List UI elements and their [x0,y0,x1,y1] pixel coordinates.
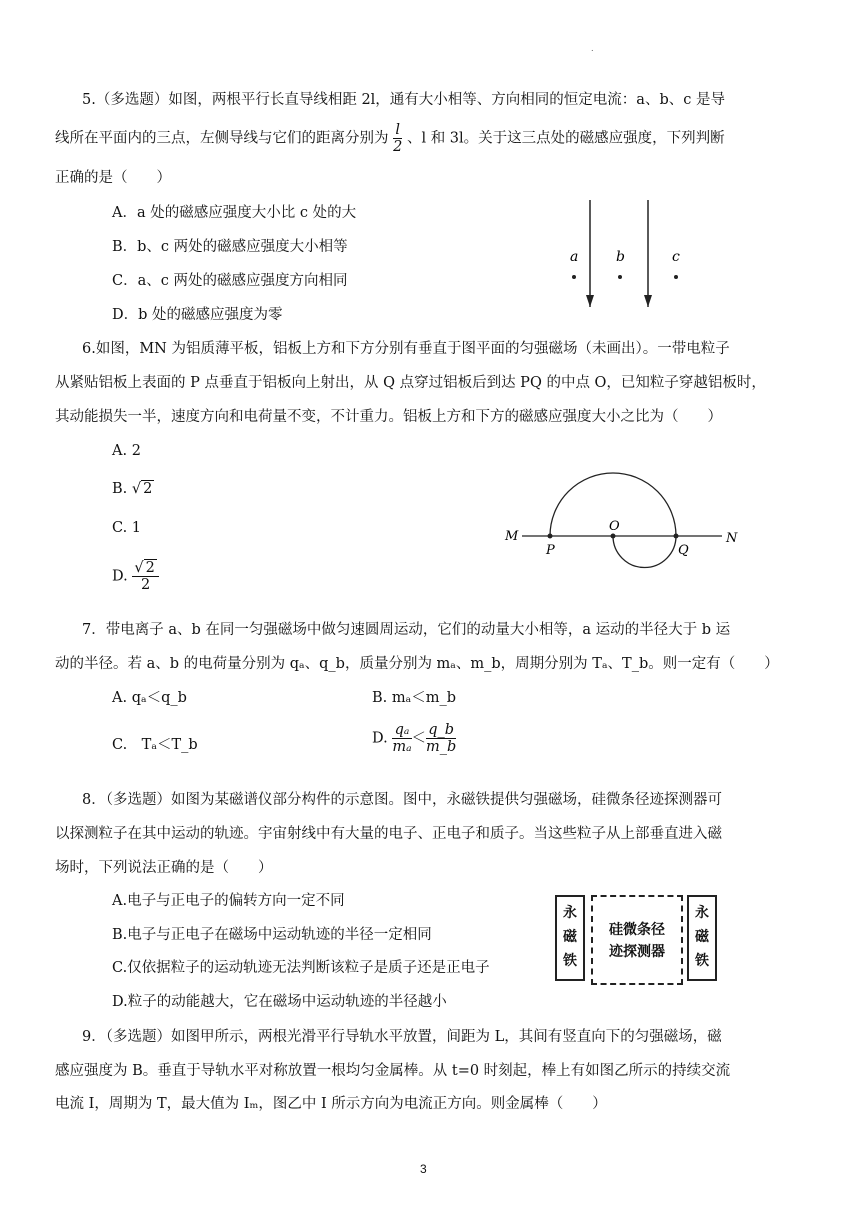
right-magnet-char: 永 [695,905,709,921]
point-o [611,534,616,539]
label-m: M [505,529,519,544]
q8-figure-spectrometer [555,895,717,987]
q8-line2: 以探测粒子在其中运动的轨迹。宇宙射线中有大量的电子、正电子和质子。当这些粒子从上部垂直进入磁 [55,826,722,842]
sqrt-icon: √ 2 [134,560,155,576]
label-o: O [609,519,620,534]
q6-option-d-radicand: 2 [145,560,155,576]
q5-option-b: B．b、c 两处的磁感应强度大小相等 [112,239,348,255]
q7-option-d-frac2 [426,722,456,755]
less-than-sign: ＜ [411,730,427,747]
label-q: Q [678,543,689,558]
q6-line1: 6.如图，MN 为铝质薄平板，铝板上方和下方分别有垂直于图平面的匀强磁场（未画出）。一带电粒子 [82,341,730,357]
lower-arc [613,536,676,568]
q5-figure-wires [560,195,700,320]
q5-fraction [393,122,402,155]
q6-option-d [112,560,159,593]
right-magnet [687,895,717,981]
left-magnet-char: 铁 [563,953,577,969]
q7-option-d-frac1 [392,722,411,755]
q6-option-b-prefix: B. [112,481,132,497]
frac-numerator [132,560,158,577]
q5-option-d: D．b 处的磁感应强度为零 [112,307,283,323]
left-magnet-char: 永 [563,905,577,921]
point-p [548,534,553,539]
q8-line3: 场时，下列说法正确的是（ ） [55,860,273,876]
q5-option-a: A．a 处的磁感应强度大小比 c 处的大 [112,205,357,221]
right-wire-arrow-icon [644,295,652,307]
q9-line3: 电流 I，周期为 T，最大值为 Iₘ，图乙中 I 所示方向为电流正方向。则金属棒（ ） [55,1096,607,1112]
q7-line1: 7．带电离子 a、b 在同一匀强磁场中做匀速圆周运动，它们的动量大小相等，a 运动的半径大于 b 运 [82,622,731,638]
frac-denominator: 2 [140,577,151,593]
q8-option-a: A.电子与正电子的偏转方向一定不同 [112,893,345,909]
q6-figure-plate [500,470,750,580]
frac-numerator: l [393,122,402,139]
q6-option-a: A. 2 [112,443,141,459]
frac-numerator: q_b [426,722,456,739]
point-q [674,534,679,539]
q5-line2 [55,122,725,155]
frac-numerator: qₐ [392,722,411,739]
point-b [618,275,622,279]
q5-line1: 5.（多选题）如图，两根平行长直导线相距 2l，通有大小相等、方向相同的恒定电流：a、b、c 是导 [82,92,725,108]
frac-denominator: mₐ [392,739,412,755]
q6-option-d-prefix: D. [112,568,133,585]
point-a-label: a [570,249,579,265]
right-magnet-char: 磁 [695,929,709,945]
page-number: 3 [420,1162,427,1176]
detector-label-line2: 迹探测器 [609,944,665,960]
q8-line1: 8．（多选题）如图为某磁谱仪部分构件的示意图。图中，永磁铁提供匀强磁场，硅微条径迹探测器可 [82,792,722,808]
left-magnet [555,895,585,981]
q9-line2: 感应强度为 B。垂直于导轨水平对称放置一根均匀金属棒。从 t=0 时刻起，棒上有如图乙所示的持续交流 [55,1063,731,1079]
q6-option-d-fraction [132,560,158,593]
q6-option-c: C. 1 [112,520,142,536]
label-n: N [726,531,738,546]
q7-option-d [372,722,456,755]
q6-line3: 其动能损失一半，速度方向和电荷量不变，不计重力。铝板上方和下方的磁感应强度大小之比为（ ） [55,409,722,425]
header-dot: . [591,44,594,53]
q6-option-b [112,479,154,499]
silicon-strip-detector [591,895,683,985]
q7-option-a: A. qₐ＜q_b [112,690,187,706]
q5-line2-text-b: 、l 和 3l。关于这三点处的磁感应强度，下列判断 [406,130,725,147]
left-wire-arrow-icon [586,295,594,307]
q6-option-b-radicand: 2 [143,481,153,497]
q8-option-c: C.仅依据粒子的运动轨迹无法判断该粒子是质子还是正电子 [112,960,490,976]
left-magnet-char: 磁 [563,929,577,945]
point-a [572,275,576,279]
q7-line2: 动的半径。若 a、b 的电荷量分别为 qₐ、q_b，质量分别为 mₐ、m_b，周期分别为 Tₐ、T_b。则一定有（ ） [55,656,779,672]
q5-line3: 正确的是（ ） [55,170,171,186]
q6-line2: 从紧贴铝板上表面的 P 点垂直于铝板向上射出，从 Q 点穿过铝板后到达 PQ 的中点 O，已知粒子穿越铝板时， [55,375,766,391]
q7-option-d-prefix: D. [372,730,388,747]
sqrt-icon: √ 2 [131,481,153,497]
label-p: P [546,543,555,558]
q7-option-c: C. Tₐ＜T_b [112,737,198,753]
point-b-label: b [616,249,625,265]
frac-denominator: m_b [426,739,457,755]
frac-denominator: 2 [393,139,403,155]
q7-option-b: B. mₐ＜m_b [372,690,456,706]
q5-option-c: C．a、c 两处的磁感应强度方向相同 [112,273,348,289]
q9-line1: 9．（多选题）如图甲所示，两根光滑平行导轨水平放置，间距为 L，其间有竖直向下的匀强磁场，磁 [82,1029,722,1045]
q5-line2-text: 线所在平面内的三点，左侧导线与它们的距离分别为 [55,130,389,147]
point-c [674,275,678,279]
point-c-label: c [672,249,680,265]
detector-label-line1: 硅微条径 [609,922,665,938]
right-magnet-char: 铁 [695,953,709,969]
q8-option-b: B.电子与正电子在磁场中运动轨迹的半径一定相同 [112,927,432,943]
q8-option-d: D.粒子的动能越大，它在磁场中运动轨迹的半径越小 [112,994,447,1010]
